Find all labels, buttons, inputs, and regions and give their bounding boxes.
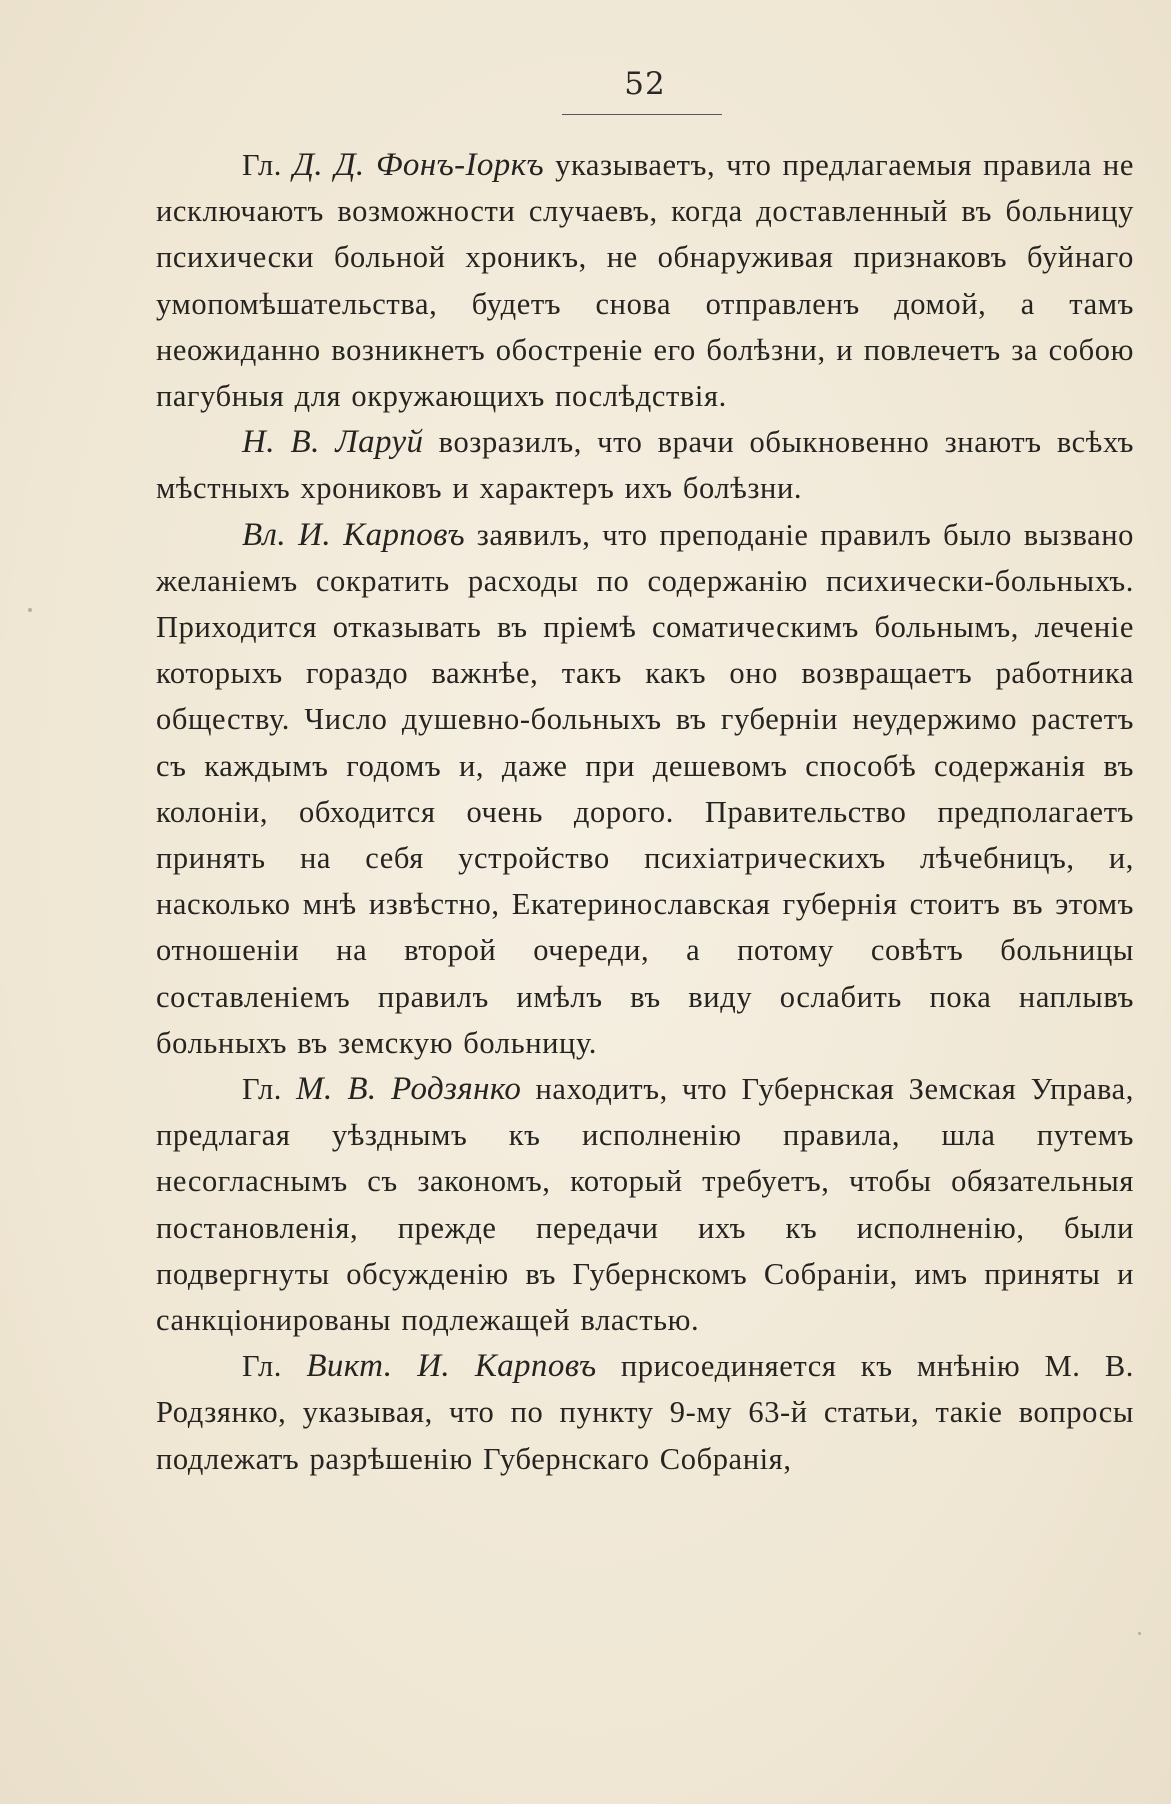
paragraph-text: присоединяется къ мнѣнію М. В. Родзянко, указывая, что по пункту 9-му 63-й статьи, такіе вопросы подлежатъ разрѣшенію Губернскаго Собранія, bbox=[156, 1349, 1134, 1476]
paragraph-rodzyanko bbox=[156, 1066, 1134, 1343]
paragraph-laruy bbox=[156, 419, 1134, 511]
paragraph-vikt-karpov bbox=[156, 1343, 1134, 1482]
paper-speck bbox=[1138, 1632, 1141, 1635]
speaker-name: М. В. Родзянко bbox=[296, 1071, 522, 1108]
speaker-name: Викт. И. Карповъ bbox=[306, 1348, 597, 1385]
speaker-name: Вл. И. Карповъ bbox=[242, 516, 465, 553]
paragraph-text: заявилъ, что преподаніе правилъ было вызвано желаніемъ сократить расходы по содержанію психически-больныхъ. Приходится отказывать въ пріемѣ соматическимъ больнымъ, леченіе которыхъ гораздо важнѣе, такъ какъ оно возвращаетъ работника обществу. Число душевно-больныхъ въ губерніи неудержимо растетъ съ каждымъ годомъ и, даже при дешевомъ способѣ содержанія въ колоніи, обходится очень дорого. Правительство предполагаетъ принять на себя устройство психіатрическихъ лѣчебницъ, и, насколько мнѣ извѣстно, Екатеринославская губернія стоитъ въ этомъ отношеніи на второй очереди, а потому совѣтъ больницы составленіемъ правилъ имѣлъ въ виду ослабить пока наплывъ больныхъ въ земскую больницу. bbox=[156, 517, 1134, 1060]
header-rule bbox=[562, 114, 722, 115]
paragraph-text: возразилъ, что врачи обыкновенно знаютъ всѣхъ мѣстныхъ хрониковъ и характеръ ихъ болѣзни. bbox=[156, 425, 1135, 506]
speaker-title: Гл. bbox=[242, 1349, 307, 1384]
paragraph-text: указываетъ, что предлагаемыя правила не исключаютъ возможности случаевъ, когда доставленный въ больницу психически больной хроникъ, не обнаруживая признаковъ буйнаго умопомѣшательства, будетъ снова отправленъ домой, а тамъ неожиданно возникнетъ обостреніе его болѣзни, и повлечетъ за собою пагубныя для окружающихъ послѣдствія. bbox=[156, 148, 1134, 414]
speaker-name: Д. Д. Фонъ-Іоркъ bbox=[293, 147, 545, 183]
paragraph-text: находитъ, что Губернская Земская Управа, предлагая уѣзднымъ къ исполненію правила, шла путемъ несогласнымъ съ закономъ, который требуетъ, чтобы обязательныя постановленія, прежде передачи ихъ къ исполненію, были подвергнуты обсужденію въ Губернскомъ Собраніи, имъ приняты и санкціонированы подлежащей властью. bbox=[156, 1072, 1134, 1338]
page-body bbox=[156, 142, 1134, 1482]
paragraph-vl-karpov bbox=[156, 512, 1134, 1066]
paper-speck bbox=[28, 608, 32, 612]
page-number: 52 bbox=[624, 66, 666, 102]
speaker-title: Гл. bbox=[242, 1072, 297, 1107]
speaker-name: Н. В. Ларуй bbox=[242, 424, 424, 461]
speaker-title: Гл. bbox=[242, 148, 294, 182]
paragraph-fon-iork bbox=[156, 142, 1134, 419]
